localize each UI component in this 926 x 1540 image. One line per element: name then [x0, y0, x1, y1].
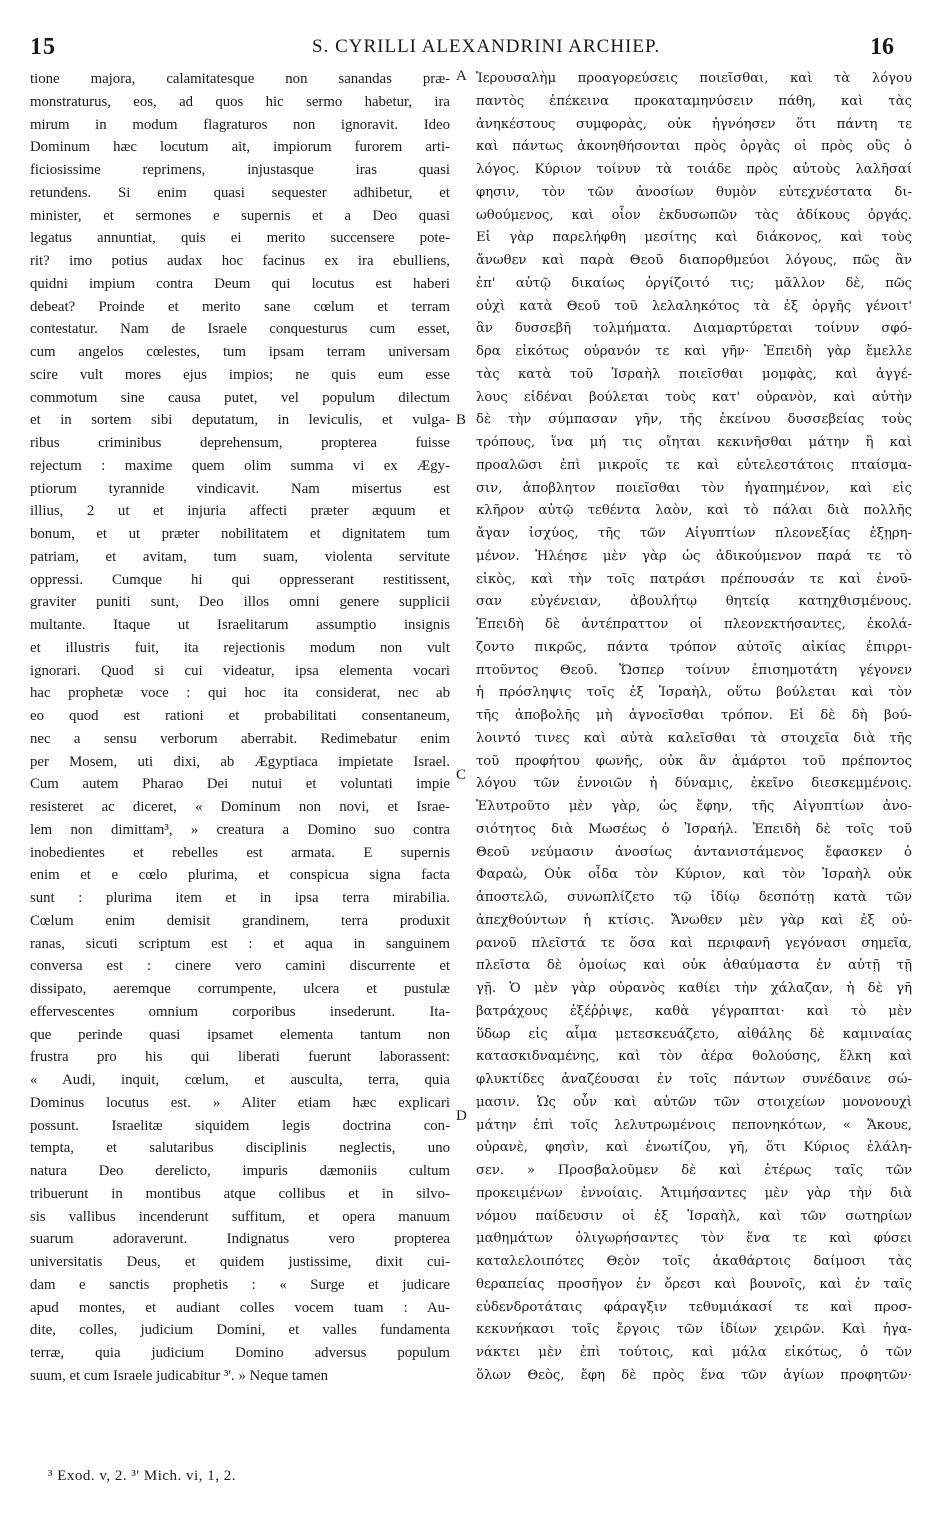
- greek-line: μένον. Ἠλέησε μὲν γὰρ ὡς ἀδικούμενον παρά τε τὸ: [476, 548, 912, 564]
- latin-line: tione majora, calamitatesque non sanandas præ-: [30, 71, 450, 87]
- greek-line: Ἐλυτροῦτο μὲν γὰρ, ὡς ἔφην, τῆς Αἰγυπτίων ἀνο-: [476, 799, 912, 814]
- greek-line: πλεῖστα δὲ ὁμοίως καὶ οὐκ ἀθαύμαστα ἐν αὐτῇ τῇ: [476, 958, 912, 974]
- latin-line: enim et e cœlo plurima, et conspicua signa facta: [30, 867, 450, 884]
- greek-line: φησιν, τὸν τῶν ἀνοσίων θυμὸν εὐτεχνέστατα δι-: [476, 184, 912, 200]
- greek-line: δὲ τὴν σύμπασαν γῆν, τῆς ἐκείνου δυσσεβείας τοὺς: [476, 412, 912, 428]
- greek-line: κλῆρον αὐτῷ τεθέντα λαὸν, καὶ τὸ πάλαι διὰ πολλῆς: [476, 503, 912, 519]
- latin-line: tempta, et salutaribus disciplinis neglectis, uno: [30, 1140, 450, 1157]
- latin-line: suum, et cum Israele judicabitur ³'. » Neque tamen: [30, 1367, 329, 1384]
- latin-line: monstraturus, eos, ad quos hic sermo habetur, ira: [30, 93, 450, 110]
- latin-column: [30, 68, 450, 1388]
- latin-line: apud montes, et audiant colles vocem tuam : Au-: [30, 1299, 450, 1316]
- greek-line: μαθημάτων ὀλιγωρήσαντες τὸν ἕνα τε καὶ φύσει: [476, 1231, 912, 1247]
- latin-line: ranas, sicuti scriptum est : et aqua in sanguinem: [30, 935, 450, 952]
- greek-line: Ἱερουσαλὴμ προαγορεύσεις ποιεῖσθαι, καὶ τὰ λόγου: [476, 71, 912, 86]
- latin-line: tribuerunt in montibus atque collibus et in silvo-: [30, 1185, 450, 1202]
- latin-line: graviter puniti sunt, Deo illos omni genere supplicii: [30, 594, 450, 611]
- greek-line: προκειμένων ἐννοίαις. Ἀτιμήσαντες μὲν γὰρ τὴν διὰ: [476, 1185, 912, 1201]
- latin-line: resisteret ac diceret, « Dominum non novi, et Israe-: [30, 799, 450, 815]
- greek-line: τοῦ προφήτου φωνῆς, οὐκ ἂν ἁμάρτοι τοῦ πρέποντος: [476, 753, 912, 769]
- latin-line: debeat? Proinde et merito sane cœlum et terram: [30, 298, 450, 315]
- latin-line: per Mosem, uti dixi, ab Ægyptiaca impietate Israel.: [30, 753, 450, 770]
- margin-marker-d: D: [456, 1108, 467, 1124]
- page-header: [0, 32, 926, 62]
- left-page-number: 15: [30, 34, 56, 60]
- greek-line: βατράχους ἐξέῤῥιψε, καθὰ γέγραπται· καὶ τὸ μὲν: [476, 1003, 912, 1019]
- latin-line: multante. Itaque ut Israelitarum assumptio insignis: [30, 617, 450, 633]
- greek-line: καὶ πάντως ἀκονηθήσονται πρὸς ὀργὰς οἱ πρὸς οὓς ὁ: [476, 139, 912, 155]
- latin-line: ribus criminibus deprehensum, propterea fuisse: [30, 435, 450, 451]
- latin-line: commotum sine causa putet, vel populum dilectum: [30, 389, 450, 406]
- footnote: ³ Exod. v, 2. ³' Mich. vi, 1, 2.: [48, 1468, 236, 1484]
- latin-line: nec a sensu verborum aberrabit. Redimebatur enim: [30, 730, 450, 747]
- latin-line: suarum adoraverunt. Indignatus vero propterea: [30, 1231, 450, 1248]
- greek-line: ἄνωθεν καὶ παρὰ Θεοῦ διαπορθμεύοι λόγους, πῶς ἂν: [476, 253, 912, 268]
- latin-line: et in sortem sibi deputatum, in leviculis, et vulga-: [30, 412, 450, 429]
- greek-line: πτοῦντος Θεοῦ. Ὥσπερ τοίνυν ἐπισημοτάτη γέγονεν: [476, 662, 912, 678]
- greek-line: τὰς κατὰ τοῦ Ἰσραὴλ ποιεῖσθαι μομφὰς, καὶ ἀγγέ-: [476, 366, 912, 382]
- latin-line: Dominus locutus est. » Aliter etiam hæc explicari: [30, 1094, 450, 1111]
- latin-line: minister, et sermones e supernis et a Deo quasi: [30, 207, 450, 224]
- latin-line: Dominum hæc locutum ait, impiorum furorem arti-: [30, 139, 450, 156]
- greek-line: λόγος. Κύριον τοίνυν τὰ τοιάδε πρὸς αὐτοὺς λαλῆσαί: [476, 162, 912, 177]
- latin-line: rit? imo potius audax hoc facinus ex ira ebulliens,: [30, 253, 450, 269]
- latin-line: sis vallibus incenderunt suffitum, et opera manuum: [30, 1208, 450, 1225]
- greek-line: ὕδωρ εἰς αἷμα μετεσκευάζετο, αἰθάλης δὲ καμιναίας: [476, 1026, 912, 1042]
- greek-line: καταλελοιπότες Θεὸν τοῖς ἀκαθάρτοις δαίμοσι τὰς: [476, 1254, 912, 1269]
- greek-line: σαν εὐγένειαν, ἀβουλήτῳ θητείᾳ κατηχθισμένους.: [476, 594, 912, 610]
- greek-line: Φαραὼ, Οὐκ οἶδα τὸν Κύριον, καὶ τὸν Ἰσραὴλ οὐκ: [476, 867, 912, 883]
- margin-marker-c: C: [456, 767, 467, 783]
- greek-line: ἐπ' αὐτῷ δικαίως ὀργίζοιτό τις; μᾶλλον δὲ, πῶς: [476, 275, 912, 291]
- greek-line: κεκυνήκασι τοῖς ἔργοις τῶν ἰδίων χειρῶν. Καὶ ἠγα-: [476, 1322, 912, 1338]
- greek-line: ζοντο πικρῶς, πάντα τρόπον αὐτοῖς αἰκίας ἐπιρρι-: [476, 639, 912, 655]
- latin-line: contestatur. Nam de Israele conquesturus cum esset,: [30, 321, 450, 338]
- latin-line: dite, colles, judicium Domini, et valles fundamenta: [30, 1322, 450, 1339]
- latin-line: ignorari. Quod si cui videatur, ipsa elementa vocari: [30, 662, 450, 679]
- greek-line: ἀποστελῶ, συνωπλίζετο τῷ ἰδίῳ δεσπότῃ κατὰ τῶν: [476, 890, 912, 905]
- latin-line: que perinde quasi ipsamet elementa tantum non: [30, 1026, 450, 1043]
- greek-line: εὐδενδροτάταις φάραγξιν τεθυμιάκασί τε καὶ προσ-: [476, 1299, 912, 1315]
- latin-line: legatus annuntiat, quis ei merito succensere pote-: [30, 230, 450, 247]
- latin-line: eo quod est rationi et probabilitati consentaneum,: [30, 708, 450, 724]
- greek-line: ἡ πρόσληψις τοῖς ἐξ Ἰσραὴλ, οὕτω βούλεται καὶ τὸν: [476, 685, 912, 701]
- greek-line: μάτην ἐπὶ τοῖς λελυτρωμένοις πεπονηκότων, « Ἄκουε,: [476, 1117, 912, 1133]
- greek-line: εἰκὸς, καὶ τὴν τοῖς πατράσι πρέπουσάν τε καὶ ἐνοῦ-: [476, 571, 912, 587]
- greek-line: νόμου παίδευσιν οἱ ἐξ Ἰσραὴλ, καὶ τῶν σωτηρίων: [476, 1208, 912, 1224]
- greek-line: ἂν δυσσεβῆ τολμήματα. Διαμαρτύρεται τοίνυν σφό-: [476, 321, 912, 337]
- greek-line: Εἰ γὰρ παρελήφθη μεσίτης καὶ διάκονος, καὶ τοὺς: [476, 230, 912, 246]
- latin-line: scire vult mores ejus impios; ne quis eum esse: [30, 366, 450, 383]
- greek-line: σιν, ἀποβλητον ποιεῖσθαι τὸν ἠγαπημένον, καὶ εἰς: [476, 480, 912, 496]
- latin-line: dissipato, aeremque corrumpente, ulcera et pustulæ: [30, 981, 450, 997]
- greek-line: οὐρανὲ, φησὶν, καὶ ἐνωτίζου, γῆ, ὅτι Κύριος ἐλάλη-: [476, 1140, 912, 1156]
- greek-line: γῇ. Ὁ μὲν γὰρ οὐρανὸς καθίει τὴν χάλαζαν, ἡ δὲ γῆ: [476, 981, 912, 996]
- greek-line: ἀπεχθούντων ἡ κτίσις. Ἄνωθεν μὲν γὰρ καὶ ἐξ οὐ-: [476, 912, 912, 928]
- latin-line: Cum autem Pharao Dei nutui et voluntati impie: [30, 776, 450, 793]
- latin-line: terræ, quia judicium Domino adversus populum: [30, 1345, 450, 1361]
- latin-line: quidni impium contra Deum qui locutus est haberi: [30, 275, 450, 292]
- greek-line: φλυκτίδες ἀναζέουσαι ἐν τοῖς πάντων συνέδαινε σώ-: [476, 1072, 912, 1087]
- latin-line: patriam, et avitam, tum suam, violenta servitute: [30, 548, 450, 565]
- latin-line: frustra pro his qui liberati fuerunt laborassent:: [30, 1049, 450, 1066]
- margin-marker-a: A: [456, 68, 467, 84]
- greek-line: ἄγαν ἰσχύος, τῆς τῶν Αἰγυπτίων πλεονεξίας ἐξῃρη-: [476, 526, 912, 541]
- latin-line: effervescentes omnium corporibus insederunt. Ita-: [30, 1003, 450, 1020]
- latin-line: retundens. Si enim quasi sequester adhibetur, et: [30, 184, 450, 201]
- greek-line: λοιντό τινες καὶ αὐτὰ καλεῖσθαι τὰ στοιχεῖα διὰ τῆς: [476, 730, 912, 746]
- greek-line: ωθούμενος, καὶ οἷον ἐκδυσωπῶν τὰς ἀδίκους ὀργάς.: [476, 207, 912, 223]
- greek-line: προαλῶσι ἐπὶ μικροῖς τε καὶ εὐτελεστάτοις πταίσμα-: [476, 457, 912, 473]
- greek-line: τῆς ἀποβολῆς μὴ ἀγνοεῖσθαι τρόπον. Εἰ δὲ δὴ βού-: [476, 708, 912, 723]
- greek-line: οὐχὶ κατὰ Θεοῦ τοῦ λελαληκότος τὰ ἐξ ὀργῆς γένοιτ': [476, 298, 912, 314]
- latin-line: hac prophetæ voce : qui hoc ita considerat, nec ab: [30, 685, 450, 702]
- greek-line: Ἐπειδὴ δὲ ἀντέπραττον οἱ πλεονεκτήσαντες, ἐκολά-: [476, 617, 912, 632]
- greek-line: κατασκιδναμένης, καὶ τὸν ἀέρα θολούσης, ἕλκη καὶ: [476, 1049, 912, 1065]
- latin-line: sunt : plurima item et in ipsa terra mirabilia.: [30, 890, 450, 906]
- latin-line: oppressi. Cumque hi qui oppresserant restitissent,: [30, 571, 450, 588]
- greek-line: σεν. » Προσβαλοῦμεν δὲ καὶ ἑτέρως ταῖς τῶν: [476, 1163, 912, 1178]
- greek-line: λους εἰδέναι βούλεται τοὺς κατ' οὐρανὸν, καὶ αὐτὴν: [476, 389, 912, 405]
- greek-line: μασιν. Ὡς οὖν καὶ αὐτῶν τῶν στοιχείων μονονουχὶ: [476, 1094, 912, 1110]
- greek-line: παντὸς ἐπέκεινα προκαταμηνύσειν πάθη, καὶ τὰς: [476, 93, 912, 109]
- greek-line: δρα εἰκότως οὐρανόν τε καὶ γῆν· Ἐπειδὴ γὰρ ἔμελλε: [476, 344, 912, 359]
- latin-line: universitatis Deus, et quidem justissime, dixit cui-: [30, 1254, 450, 1270]
- latin-line: « Audi, inquit, cœlum, et ausculta, terra, quia: [30, 1072, 450, 1088]
- latin-line: Cœlum enim demisit grandinem, terra produxit: [30, 912, 450, 929]
- greek-line: σιότητος διὰ Μωσέως ὁ Ἰσραήλ. Ἐπειδὴ δὲ τοῖς τοῦ: [476, 821, 912, 837]
- greek-column: [476, 68, 912, 1388]
- latin-line: et illustris fuit, ita rejectionis modum non vult: [30, 639, 450, 656]
- latin-line: dam e sanctis prophetis : « Surge et judicare: [30, 1276, 450, 1293]
- greek-line: νάκτει μὲν ἐπὶ τούτοις, καὶ μάλα εἰκότως, ὁ τῶν: [476, 1345, 912, 1360]
- latin-line: mirum in modum flagraturos non ignoravit. Ideo: [30, 116, 450, 133]
- latin-line: inobedientes et rebelles est armata. E supernis: [30, 844, 450, 861]
- greek-line: ρανοῦ πλεῖστά τε ὅσα καὶ περιφανῆ γεγόνασι σημεῖα,: [476, 935, 912, 951]
- greek-line: θεραπείας προσῆγον ἐν ὄρεσι καὶ βουνοῖς, καὶ ἐν ταῖς: [476, 1276, 912, 1292]
- greek-line: τρόπους, ἵνα μή τις οἴηται κεκινῆσθαι μάτην ἢ καὶ: [476, 435, 912, 450]
- latin-line: ptiorum tyrannide vindicavit. Nam misertus est: [30, 480, 450, 497]
- latin-line: ficiosissime reprimens, injustasque iras quasi: [30, 162, 450, 178]
- margin-marker-b: B: [456, 412, 467, 428]
- right-page-number: 16: [870, 34, 894, 60]
- latin-line: natura Deo derelicto, impuris dæmoniis cultum: [30, 1163, 450, 1179]
- latin-line: possunt. Israelitæ siquidem legis doctrina con-: [30, 1117, 450, 1134]
- latin-line: rejectum : maxime quem olim summa vi ex Ægy-: [30, 457, 450, 474]
- latin-line: lem non dimittam³, » creatura a Domino suo contra: [30, 821, 450, 838]
- greek-line: Θεοῦ νεύμασιν ἀνοσίως ἀντανιστάμενος ἔφασκεν ὁ: [476, 844, 912, 860]
- greek-line: ἀνηκέστους συμφορὰς, οὐκ ἠγνόησεν ὅτι πάντη τε: [476, 116, 912, 132]
- latin-line: cum angelos cœlestes, tum ipsam terram universam: [30, 344, 450, 360]
- running-title: S. CYRILLI ALEXANDRINI ARCHIEP.: [312, 36, 661, 57]
- greek-line: λόγου τῶν ἐννοιῶν ἡ δύναμις, ἐκεῖνο διεσκεμμένοις.: [476, 776, 912, 792]
- latin-line: illius, 2 ut et injuria affecti præter æquum et: [30, 503, 450, 520]
- greek-line: ὅλων Θεὸς, ἔφη δὲ πρὸς ἕνα τῶν ἁγίων προφητῶν·: [476, 1367, 912, 1383]
- latin-line: conversa est : cinere vero camini discurrente et: [30, 958, 450, 975]
- latin-line: bonum, et ut præter nobilitatem et dignitatem tum: [30, 526, 450, 542]
